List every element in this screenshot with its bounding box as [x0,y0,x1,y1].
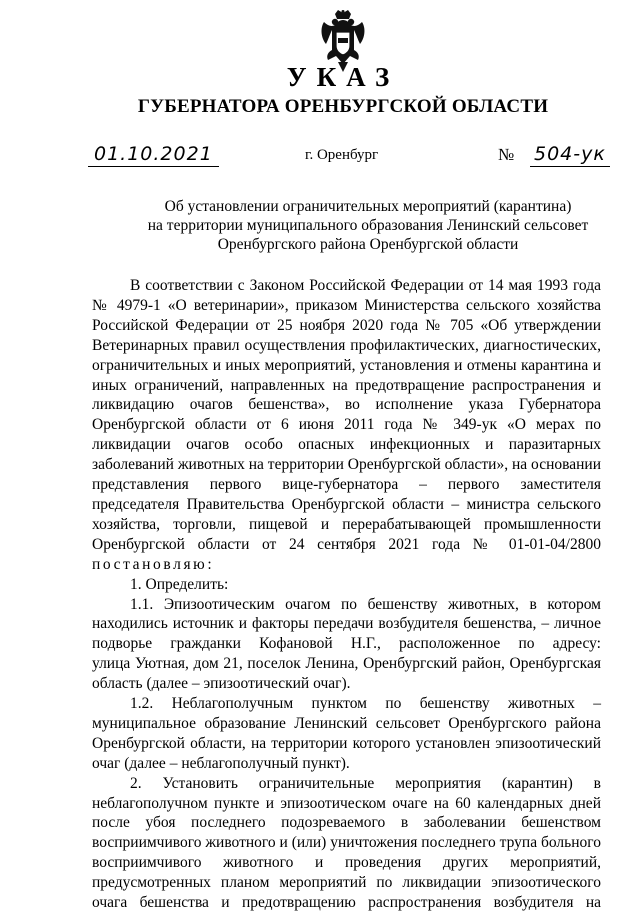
body-line: 2. Установить ограничительные мероприятия (карантин) в [130,774,601,792]
body-line: неблагополучном пункте и эпизоотическом очаге на 60 календарных дней [92,794,601,812]
document-heading [108,197,628,254]
document-body [92,276,601,913]
body-line: область (далее – эпизоотический очаг). [92,675,351,693]
decree-number: 504-ук [530,143,610,167]
body-line: Российской Федерации от 25 ноября 2020 года № 705 «Об утверждении [92,316,601,334]
body-line: после убоя последнего подозреваемого в заболевании бешенством [92,814,601,832]
decree-subtitle: ГУБЕРНАТОРА ОРЕНБУРГСКОЙ ОБЛАСТИ [137,96,549,117]
body-line: заболеваний животных на территории Оренбургской области», на основании [92,456,601,474]
body-line: Ветеринарных правил осуществления профилактических, диагностических, [92,336,601,354]
body-line: № 4979-1 «О ветеринарии», приказом Министерства сельского хозяйства [92,296,601,314]
resolution-word: постановляю: [92,555,215,573]
body-line: восприимчивого животного и проведения других мероприятий, [92,854,601,872]
body-line: В соответствии с Законом Российской Федерации от 14 мая 1993 года [130,277,601,294]
body-line: 1.1. Эпизоотическим очагом по бешенству животных, в котором [130,595,601,613]
body-line: находились источник и факторы передачи возбудителя бешенства, – личное [92,615,601,633]
decree-date: 01.10.2021 [88,143,219,167]
body-line: председателя Правительства Оренбургской области – министра сельского [92,495,601,513]
decree-city: г. Оренбург [305,147,379,163]
body-line: 1.2. Неблагополучным пунктом по бешенству животных – [130,695,601,713]
body-line: представления первого вице-губернатора – первого заместителя [92,476,601,494]
heading-line: на территории муниципального образования Ленинский сельсовет [147,217,589,234]
body-line: восприимчивого животного и (или) уничтожения последнего трупа больного [92,834,601,852]
body-line: муниципальное образование Ленинский сельсовет Оренбургского района [92,714,601,732]
heading-line: Об установлении ограничительных мероприятий (карантина) [164,198,572,215]
body-line: предусмотренных планом мероприятий по ликвидации эпизоотического [92,874,601,892]
section-heading: 1. Определить: [130,575,229,593]
body-line: очага бешенства и предотвращению распространения возбудителя на [92,894,601,912]
body-line: улица Уютная, дом 21, поселок Ленина, Оренбургский район, Оренбургская [92,655,601,673]
body-line: очаг (далее – неблагополучный пункт). [92,754,350,772]
body-line: Оренбургской области от 6 июня 2011 года № 349-ук «О мерах по [92,416,601,434]
decree-title: УКАЗ [286,62,400,92]
body-line: ограничительных и иных мероприятий, установления и отмены карантина и [92,356,601,374]
body-line: подворье гражданки Кофановой Н.Г., расположенное по адресу: [92,635,601,653]
number-sign: № [498,145,515,164]
body-line: ликвидации очагов особо опасных инфекционных и паразитарных [92,436,601,454]
body-line: хозяйства, торговли, пищевой и перерабатывающей промышленности [92,515,601,533]
body-line: ликвидацию очагов бешенства», во исполнение указа Губернатора [92,396,601,414]
body-line: иных ограничений, направленных на предотвращение распространения и [92,376,601,394]
date-number-line [0,143,640,173]
body-line: Оренбургской области от 24 сентября 2021 года № 01-01-04/2800 [92,535,601,553]
heading-line: Оренбургского района Оренбургской области [217,236,519,253]
body-line: Оренбургской области, на территории которого установлен эпизоотический [92,734,601,752]
